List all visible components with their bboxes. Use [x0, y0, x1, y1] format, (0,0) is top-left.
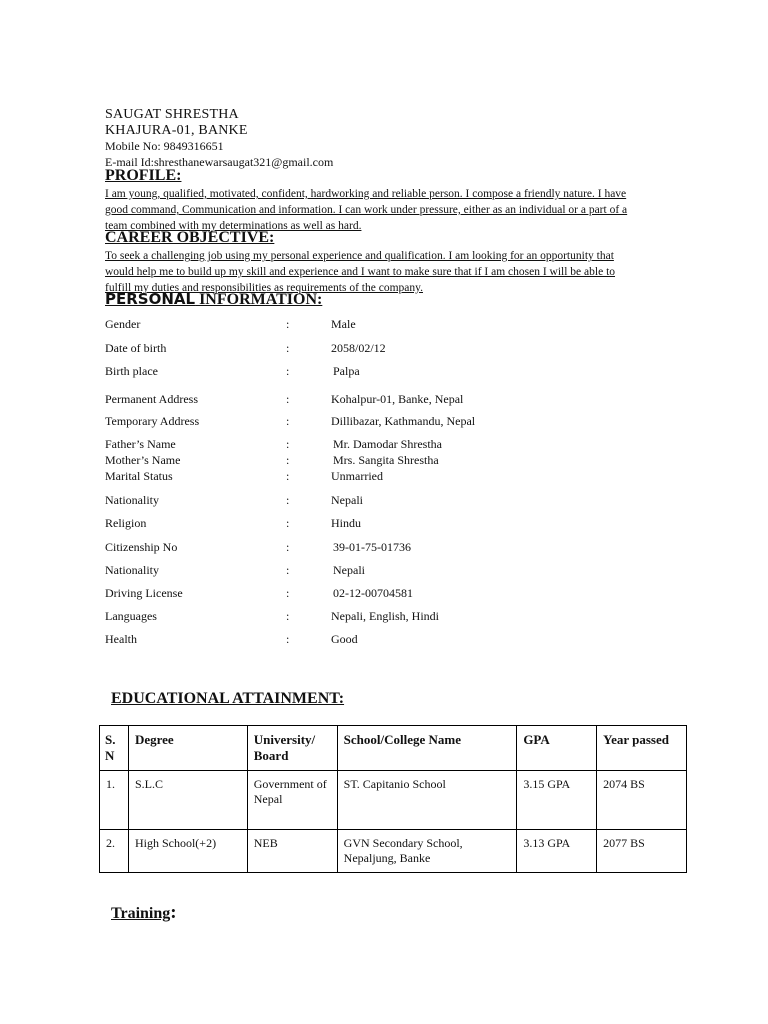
pi-value-mothers-name: Mrs. Sangita Shrestha: [333, 453, 439, 467]
pi-label-gender: Gender: [105, 317, 141, 331]
cell-university: NEB: [247, 830, 337, 873]
training-heading-text: Training: [111, 905, 171, 922]
pi-label-fathers-name: Father’s Name: [105, 437, 176, 451]
pi-label-citizenship: Citizenship No: [105, 540, 178, 554]
personal-heading-part-a: PERSONAL: [105, 290, 196, 308]
pi-colon: :: [286, 317, 290, 331]
col-header-sn: S. N: [100, 726, 129, 771]
pi-colon: :: [286, 392, 290, 406]
pi-label-mothers-name: Mother’s Name: [105, 453, 181, 467]
pi-colon: :: [286, 563, 290, 577]
pi-label-marital-status: Marital Status: [105, 469, 173, 483]
career-line: To seek a challenging job using my personal experience and qualification. I am looking for an opportunity that: [105, 250, 614, 262]
pi-value-nationality-2: Nepali: [333, 563, 365, 577]
pi-colon: :: [286, 516, 290, 530]
pi-colon: :: [286, 586, 290, 600]
pi-value-nationality: Nepali: [331, 493, 363, 507]
pi-colon: :: [286, 414, 290, 428]
pi-colon: :: [286, 453, 290, 467]
pi-value-health: Good: [331, 632, 358, 646]
pi-label-birth-place: Birth place: [105, 364, 158, 378]
cell-gpa: 3.13 GPA: [517, 830, 597, 873]
col-header-year: Year passed: [597, 726, 687, 771]
career-line: fulfill my duties and responsibilities as requirements of the company.: [105, 282, 423, 294]
pi-label-health: Health: [105, 632, 137, 646]
personal-heading-part-b: INFORMATION:: [195, 291, 323, 308]
pi-value-citizenship: 39-01-75-01736: [333, 540, 411, 554]
cell-sn: 1.: [100, 771, 129, 830]
cell-degree: S.L.C: [128, 771, 247, 830]
pi-colon: :: [286, 540, 290, 554]
education-table: [99, 725, 687, 873]
email-address: E-mail Id:shresthanewarsaugat321@gmail.com: [105, 155, 334, 169]
pi-colon: :: [286, 609, 290, 623]
pi-value-driving-license: 02-12-00704581: [333, 586, 413, 600]
career-line: would help me to build up my skill and experience and I want to make sure that if I am chosen I will be able to: [105, 266, 616, 278]
pi-label-languages: Languages: [105, 609, 157, 623]
profile-line: I am young, qualified, motivated, confident, hardworking and reliable person. I compose a friendly nature. I have: [105, 188, 627, 200]
profile-paragraph: [105, 186, 677, 234]
col-header-degree: Degree: [128, 726, 247, 771]
table-row: [100, 830, 687, 873]
cell-school: ST. Capitanio School: [337, 771, 517, 830]
pi-label-religion: Religion: [105, 516, 147, 530]
col-header-school: School/College Name: [337, 726, 517, 771]
mobile-number: Mobile No: 9849316651: [105, 139, 224, 153]
table-row: [100, 771, 687, 830]
education-heading-text: EDUCATIONAL ATTAINMENT:: [111, 690, 345, 707]
cell-sn: 2.: [100, 830, 129, 873]
pi-value-languages: Nepali, English, Hindi: [331, 609, 439, 623]
pi-value-temporary-address: Dillibazar, Kathmandu, Nepal: [331, 414, 476, 428]
cell-year: 2077 BS: [597, 830, 687, 873]
training-heading-colon: :: [170, 902, 177, 923]
pi-value-gender: Male: [331, 317, 356, 331]
pi-value-marital-status: Unmarried: [331, 469, 383, 483]
cell-year: 2074 BS: [597, 771, 687, 830]
pi-value-religion: Hindu: [331, 516, 361, 530]
pi-value-birth-place: Palpa: [333, 364, 360, 378]
applicant-name: SAUGAT SHRESTHA: [105, 107, 239, 122]
pi-label-dob: Date of birth: [105, 341, 167, 355]
pi-value-permanent-address: Kohalpur-01, Banke, Nepal: [331, 392, 464, 406]
pi-label-nationality: Nationality: [105, 493, 159, 507]
career-objective-paragraph: [105, 248, 677, 296]
training-heading: [111, 902, 177, 924]
pi-colon: :: [286, 632, 290, 646]
cell-university: Government of Nepal: [247, 771, 337, 830]
personal-information-heading: [105, 290, 322, 309]
col-header-gpa: GPA: [517, 726, 597, 771]
cell-school: GVN Secondary School, Nepaljung, Banke: [337, 830, 517, 873]
pi-label-temporary-address: Temporary Address: [105, 414, 200, 428]
pi-value-dob: 2058/02/12: [331, 341, 386, 355]
pi-label-driving-license: Driving License: [105, 586, 183, 600]
pi-value-fathers-name: Mr. Damodar Shrestha: [333, 437, 442, 451]
applicant-address: KHAJURA-01, BANKE: [105, 123, 248, 138]
career-objective-heading: CAREER OBJECTIVE:: [105, 229, 275, 246]
pi-colon: :: [286, 493, 290, 507]
education-header-row: [100, 726, 687, 771]
cell-degree: High School(+2): [128, 830, 247, 873]
col-header-university: University/ Board: [247, 726, 337, 771]
pi-label-nationality-2: Nationality: [105, 563, 159, 577]
pi-colon: :: [286, 437, 290, 451]
profile-line: team combined with my determinations as well as hard.: [105, 220, 362, 232]
pi-label-permanent-address: Permanent Address: [105, 392, 198, 406]
education-heading: [105, 690, 344, 708]
pi-colon: :: [286, 469, 290, 483]
cell-gpa: 3.15 GPA: [517, 771, 597, 830]
pi-colon: :: [286, 364, 290, 378]
pi-colon: :: [286, 341, 290, 355]
profile-heading: PROFILE:: [105, 167, 182, 184]
profile-line: good command, Communication and information. I can work under pressure, either as an individual or a part of a: [105, 204, 628, 216]
